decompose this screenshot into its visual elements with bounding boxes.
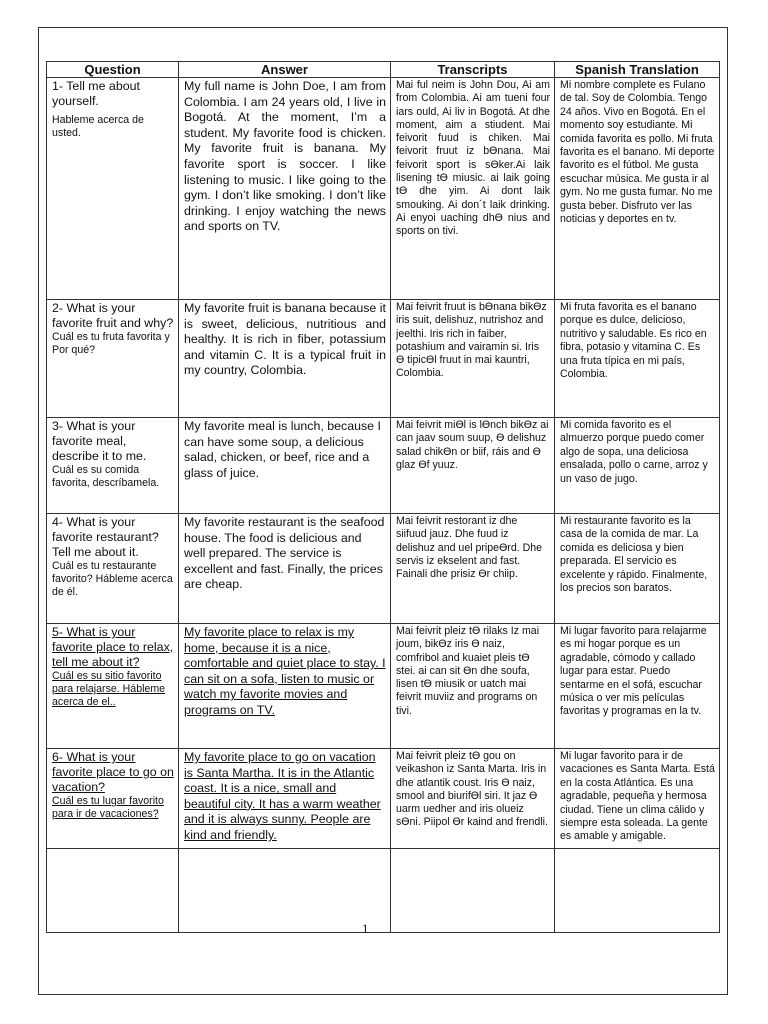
spanish-text: Mi comida favorito es el almuerzo porque puedo comer algo de sopa, una deliciosa ensalada, pollo o carne, arroz y un vaso de jugo.	[560, 419, 708, 485]
spanish-cell	[555, 624, 720, 749]
spanish-cell	[555, 300, 720, 418]
table-row	[47, 624, 720, 749]
answer-text: My favorite restaurant is the seafood house. The food is delicious and well prepared. The service is excellent and fast. Finally, the prices are cheap.	[184, 515, 385, 592]
question-spanish: Cuál es su sitio favorito para relajarse. Hábleme acerca de el..	[52, 670, 166, 708]
table-row	[47, 418, 720, 514]
header-question: Question	[47, 62, 179, 78]
question-spanish: Hableme acerca de usted.	[52, 114, 144, 139]
answer-cell	[179, 749, 391, 849]
question-text: 2- What is your favorite fruit and why?	[52, 301, 174, 330]
answer-cell	[179, 78, 391, 300]
question-cell	[47, 624, 179, 749]
answer-cell	[179, 624, 391, 749]
empty-cell	[555, 849, 720, 933]
spanish-cell	[555, 749, 720, 849]
question-spanish: Cuál es su comida favorita, descríbamela.	[52, 464, 160, 489]
table-row	[47, 514, 720, 624]
answer-text: My favorite place to go on vacation is Santa Martha. It is in the Atlantic coast. It is a nice, small and beautiful city. It has a warm weather and it is always sunny. People are kind and friendly.	[184, 750, 381, 842]
transcript-text: Mai feivrit pleiz tƟ gou on veikashon iz Santa Marta. Iris in dhe atlantik coust. Iris Ɵ naiz, smool and biurifƟl siri. It jaz Ɵ uarm uedher and iris olueiz sƟni. Piipol Ɵr kaind and frendli.	[396, 750, 548, 829]
header-answer: Answer	[179, 62, 391, 78]
qa-table	[46, 61, 720, 933]
transcript-cell	[391, 624, 555, 749]
spanish-cell	[555, 78, 720, 300]
question-cell	[47, 300, 179, 418]
page-number: 1	[362, 921, 369, 936]
transcript-cell	[391, 749, 555, 849]
answer-cell	[179, 418, 391, 514]
answer-text: My favorite meal is lunch, because I can have some soup, a delicious salad, chicken, or beef, rice and a glass of juice.	[184, 419, 381, 480]
answer-text: My favorite place to relax is my home, because it is a nice, comfortable and quiet place to stay. I can sit on a sofa, listen to music or watch my favorite movies and programs on TV.	[184, 625, 386, 717]
empty-cell	[391, 849, 555, 933]
question-cell	[47, 514, 179, 624]
question-text: 1- Tell me about yourself.	[52, 79, 140, 108]
answer-cell	[179, 514, 391, 624]
empty-cell	[179, 849, 391, 933]
transcript-text: Mai feivrit restorant iz dhe siifuud jauz. Dhe fuud iz delishuz and uel pripeƟrd. Dhe servis iz ekselent and fast. Fainali dhe prisiz Ɵr chiip.	[396, 515, 543, 581]
question-text: 6- What is your favorite place to go on vacation?	[52, 750, 174, 794]
empty-cell	[47, 849, 179, 933]
question-text: 3- What is your favorite meal, describe it to me.	[52, 419, 147, 463]
question-text: 4- What is your favorite restaurant? Tell me about it.	[52, 515, 159, 559]
transcript-cell	[391, 418, 555, 514]
answer-cell	[179, 300, 391, 418]
answer-text: My favorite fruit is banana because it is sweet, delicious, nutritious and healthy. It is rich in fiber, potassium and vitamin C. It is a typical fruit in my country, Colombia.	[184, 301, 386, 378]
table-row	[47, 300, 720, 418]
header-row	[47, 62, 720, 78]
transcript-text: Mai feivrit pleiz tƟ rilaks Iz mai joum, bikƟz iris Ɵ naiz, comfribol and kuaiet pleis tƟ stei. ai can sit Ɵn dhe soufa, lisen tƟ miusik or uatch mai feivrit muviiz and programs on tivi.	[396, 625, 540, 717]
header-spanish-translation: Spanish Translation	[555, 62, 720, 78]
empty-row	[47, 849, 720, 933]
question-spanish: Cuál es tu fruta favorita y Por qué?	[52, 331, 170, 356]
transcript-cell	[391, 300, 555, 418]
transcript-text: Mai feivrit miƟl is lƟnch bikƟz ai can jaav soum suup, Ɵ delishuz salad chikƟn or biif, ráis and Ɵ glaz Ɵf yuuz.	[396, 419, 549, 471]
question-text: 5- What is your favorite place to relax, tell me about it?	[52, 625, 174, 669]
spanish-cell	[555, 514, 720, 624]
transcript-cell	[391, 78, 555, 300]
transcript-text: Mai feivrit fruut is bƟnana bikƟz iris suit, delishuz, nutrishoz and jeelthi. Iris rich in faiber, potashium and vairamin si. Iris Ɵ tipicƟl fruut in mai kauntri, Colombia.	[396, 301, 547, 380]
answer-text: My full name is John Doe, I am from Colombia. I am 24 years old, I live in Bogotá. At the moment, I’m a student. My favorite food is chicken. My favorite fruit is banana. My favorite sport is soccer. I like listening to music. I like going to the gym. I don’t like smoking. I don’t like drinking. I enjoy watching the news and sports on TV.	[184, 79, 386, 234]
header-transcripts: Transcripts	[391, 62, 555, 78]
transcript-text: Mai ful neim is John Dou, Ai am from Colombia. Ai am tueni four iars ould, Ai liv in Bogotá. At dhe moment, aim a stiudent. Mai feivorit fuud is chiken. Mai feivorit fruut iz bƟnana. Mai feivorit sport is sƟker.Ai laik lisening tƟ miusic. ai laik going tƟ dhe yim. Ai dont laik smouking. Ai don´t laik drinking. Ai enyoi uaching dhƟ nius and sports on tivi.	[396, 79, 550, 238]
spanish-cell	[555, 418, 720, 514]
question-spanish: Cuál es tu restaurante favorito? Hábleme acerca de él.	[52, 560, 173, 598]
spanish-text: Mi lugar favorito para ir de vacaciones es Santa Marta. Está en la costa Atlántica. Es una agradable, pequeña y hermosa ciudad. Tiene un clima cálido y siempre esta soleada. La gente es amable y amigable.	[560, 750, 715, 843]
transcript-cell	[391, 514, 555, 624]
spanish-text: Mi nombre complete es Fulano de tal. Soy de Colombia. Tengo 24 años. Vivo en Bogotá. En el momento soy estudiante. Mi comida favorita es pollo. Mi fruta favorita es el banano. Mi deporte favorito es el fútbol. Me gusta escuchar música. Me gusta ir al gym. No me gusta fumar. No me gusta beber. Disfruto ver las noticias y deportes en tv.	[560, 79, 715, 226]
question-cell	[47, 78, 179, 300]
question-cell	[47, 749, 179, 849]
question-cell	[47, 418, 179, 514]
table-row	[47, 749, 720, 849]
table-row	[47, 78, 720, 300]
question-spanish: Cuál es tu lugar favorito para ir de vacaciones?	[52, 795, 164, 820]
spanish-text: Mi fruta favorita es el banano porque es dulce, delicioso, nutritivo y saludable. Es rico en fibra, potasio y vitamina C. Es una fruta típica en mi país, Colombia.	[560, 301, 707, 381]
spanish-text: Mi lugar favorito para relajarme es mi hogar porque es un agradable, cómodo y callado lugar para estar. Puedo sentarme en el sofá, escuchar música o ver mis películas favoritas y programas en la tv.	[560, 625, 707, 718]
spanish-text: Mi restaurante favorito es la casa de la comida de mar. La comida es deliciosa y bien preparada. El servicio es excelente y rápido. Finalmente, los precios son baratos.	[560, 515, 708, 595]
